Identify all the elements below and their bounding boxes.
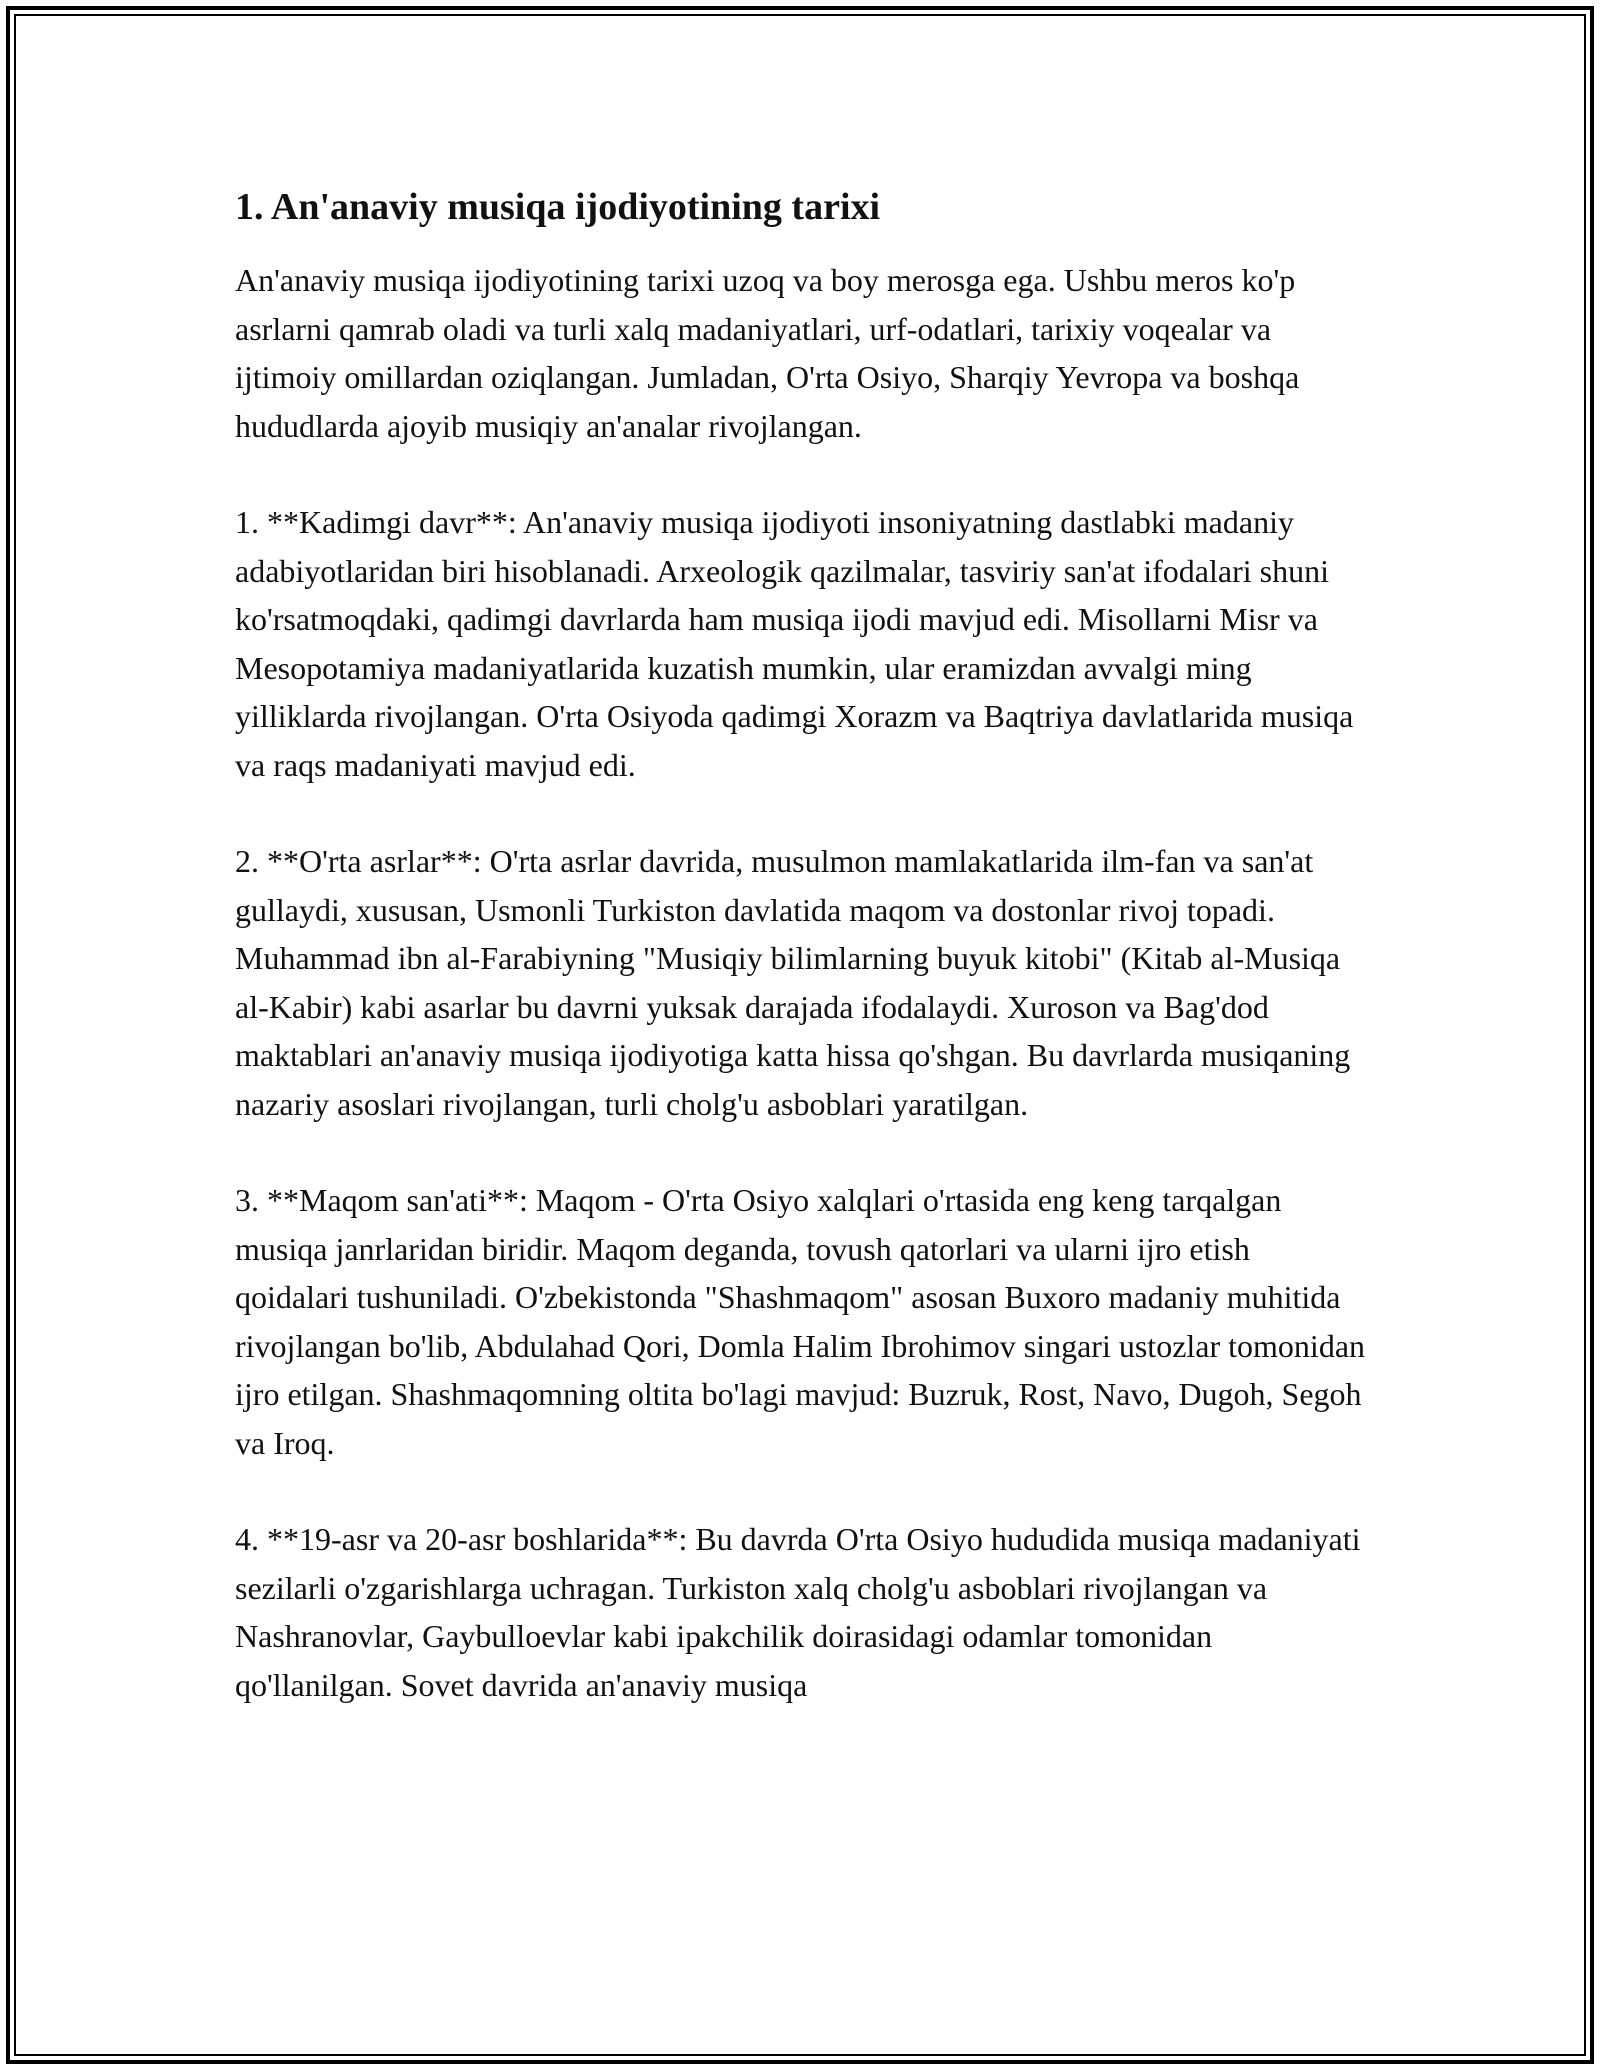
paragraph-middle-ages: 2. **O'rta asrlar**: O'rta asrlar davrida, musulmon mamlakatlarida ilm-fan va san'at gullaydi, xususan, Usmonli Turkiston davlatida maqom va dostonlar rivoj topadi. Muhammad ibn al-Farabiyning "Musiqiy bilimlarning buyuk kitobi" (Kitab al-Musiqa al-Kabir) kabi asarlar bu davrni yuksak darajada ifodalaydi. Xuroson va Bag'dod maktablari an'anaviy musiqa ijodiyotiga katta hissa qo'shgan. Bu davrlarda musiqaning nazariy asoslari rivojlangan, turli cholg'u asboblari yaratilgan. — [235, 843, 1351, 1122]
paragraph-ancient-period: 1. **Kadimgi davr**: An'anaviy musiqa ijodiyoti insoniyatning dastlabki madaniy adabiyotlaridan biri hisoblanadi. Arxeologik qazilmalar, tasviriy san'at ifodalari shuni ko'rsatmoqdaki, qadimgi davrlarda ham musiqa ijodi mavjud edi. Misollarni Misr va Mesopotamiya madaniyatlarida kuzatish mumkin, ular eramizdan avvalgi ming yilliklarda rivojlangan. O'rta Osiyoda qadimgi Xorazm va Baqtriya davlatlarida musiqa va raqs madaniyati mavjud edi. — [235, 504, 1354, 783]
paragraph-maqom-art: 3. **Maqom san'ati**: Maqom - O'rta Osiyo xalqlari o'rtasida eng keng tarqalgan musiqa janrlaridan biridir. Maqom deganda, tovush qatorlari va ularni ijro etish qoidalari tushuniladi. O'zbekistonda "Shashmaqom" asosan Buxoro madaniy muhitida rivojlangan bo'lib, Abdulahad Qori, Domla Halim Ibrohimov singari ustozlar tomonidan ijro etilgan. Shashmaqomning oltita bo'lagi mavjud: Buzruk, Rost, Navo, Dugoh, Segoh va Iroq. — [235, 1182, 1366, 1461]
paragraph-intro: An'anaviy musiqa ijodiyotining tarixi uzoq va boy merosga ega. Ushbu meros ko'p asrlarni qamrab oladi va turli xalq madaniyatlari, urf-odatlari, tarixiy voqealar va ijtimoiy omillardan oziqlangan. Jumladan, O'rta Osiyo, Sharqiy Yevropa va boshqa hududlarda ajoyib musiqiy an'analar rivojlangan. — [235, 262, 1300, 444]
paragraph-19th-20th-century: 4. **19-asr va 20-asr boshlarida**: Bu davrda O'rta Osiyo hududida musiqa madaniyati sezilarli o'zgarishlarga uchragan. Turkiston xalq cholg'u asboblari rivojlangan va Nashranovlar, Gaybulloevlar kabi ipakchilik doirasidagi odamlar tomonidan qo'llanilgan. Sovet davrida an'anaviy musiqa — [235, 1521, 1361, 1703]
document-body — [235, 183, 1370, 1757]
document-title: 1. An'anaviy musiqa ijodiyotining tarixi — [235, 186, 881, 228]
